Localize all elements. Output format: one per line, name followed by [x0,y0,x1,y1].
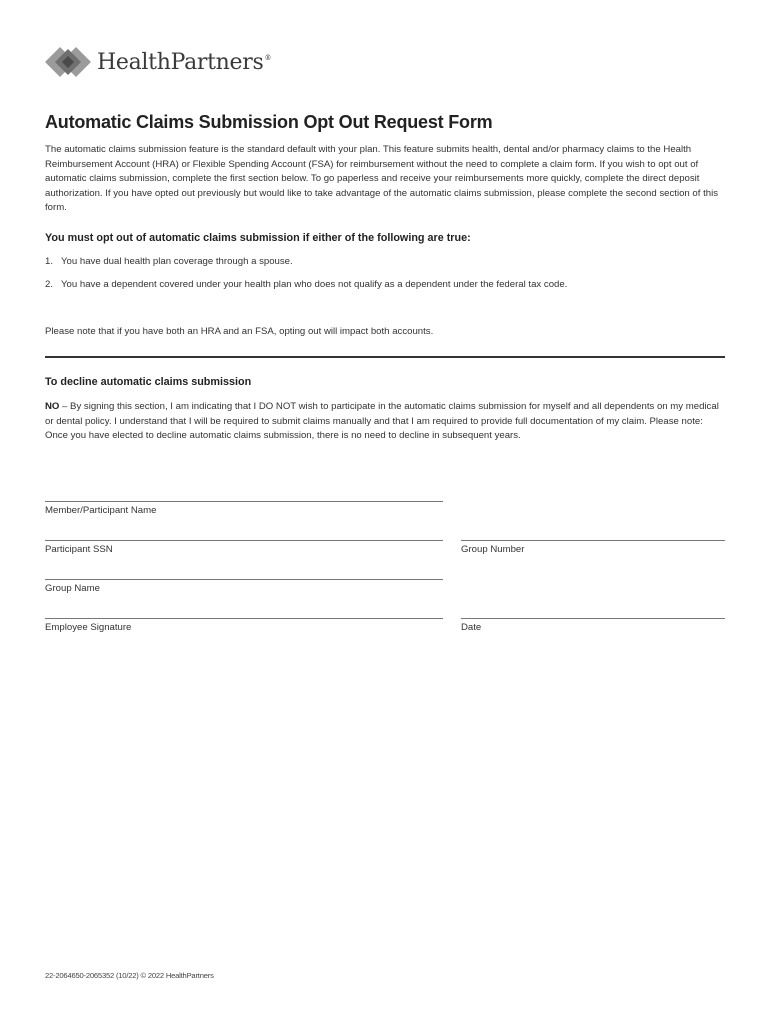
diamond-logo-icon [45,45,91,79]
date-field[interactable] [461,618,725,633]
section-divider [45,356,725,358]
group-name-label: Group Name [45,583,100,594]
member-name-field[interactable] [45,501,443,516]
employee-signature-label: Employee Signature [45,622,132,633]
participant-ssn-field[interactable] [45,540,443,555]
date-label: Date [461,622,482,633]
participant-ssn-label: Participant SSN [45,544,113,555]
brand-name: HealthPartners® [97,49,272,75]
form-footer: 22-2064650-2065352 (10/22) © 2022 HealthPartners [45,971,214,980]
no-label: NO [45,401,60,412]
decline-heading: To decline automatic claims submission [45,376,252,388]
group-number-label: Group Number [461,544,525,555]
condition-item: 1. You have dual health plan coverage through a spouse. [45,256,293,267]
form-title: Automatic Claims Submission Opt Out Request Form [45,112,493,132]
group-number-field[interactable] [461,540,725,555]
condition-item: 2. You have a dependent covered under your health plan who does not qualify as a dependent under the federal tax code. [45,279,568,290]
opt-out-heading: You must opt out of automatic claims submission if either of the following are true: [45,232,471,244]
intro-paragraph: The automatic claims submission feature is the standard default with your plan. This feature submits health, dental and/or pharmacy claims to the Health Reimbursement Account (HRA) or Flexible Spending Account (FSA) for reimbursement without the need to complete a claim form. If you wish to opt out of automatic claims submission, complete the first section below. To go paperless and receive your reimbursements more quickly, complete the direct deposit authorization. If you have opted out previously but would like to take advantage of the automatic claims submission, please complete the second section of this form. [45,144,719,214]
hra-fsa-note: Please note that if you have both an HRA and an FSA, opting out will impact both accounts. [45,326,434,337]
employee-signature-field[interactable] [45,618,443,633]
group-name-field[interactable] [45,579,443,594]
decline-paragraph: NO – By signing this section, I am indicating that I DO NOT wish to participate in the automatic claims submission for myself and all dependents on my medical or dental policy. I understand that I will be required to submit claims manually and that I am required to provide full documentation of my claim. Please note: Once you have elected to decline automatic claims submission, there is no need to decline in subsequent years. [45,401,719,442]
member-name-label: Member/Participant Name [45,505,157,516]
healthpartners-logo [45,45,271,79]
